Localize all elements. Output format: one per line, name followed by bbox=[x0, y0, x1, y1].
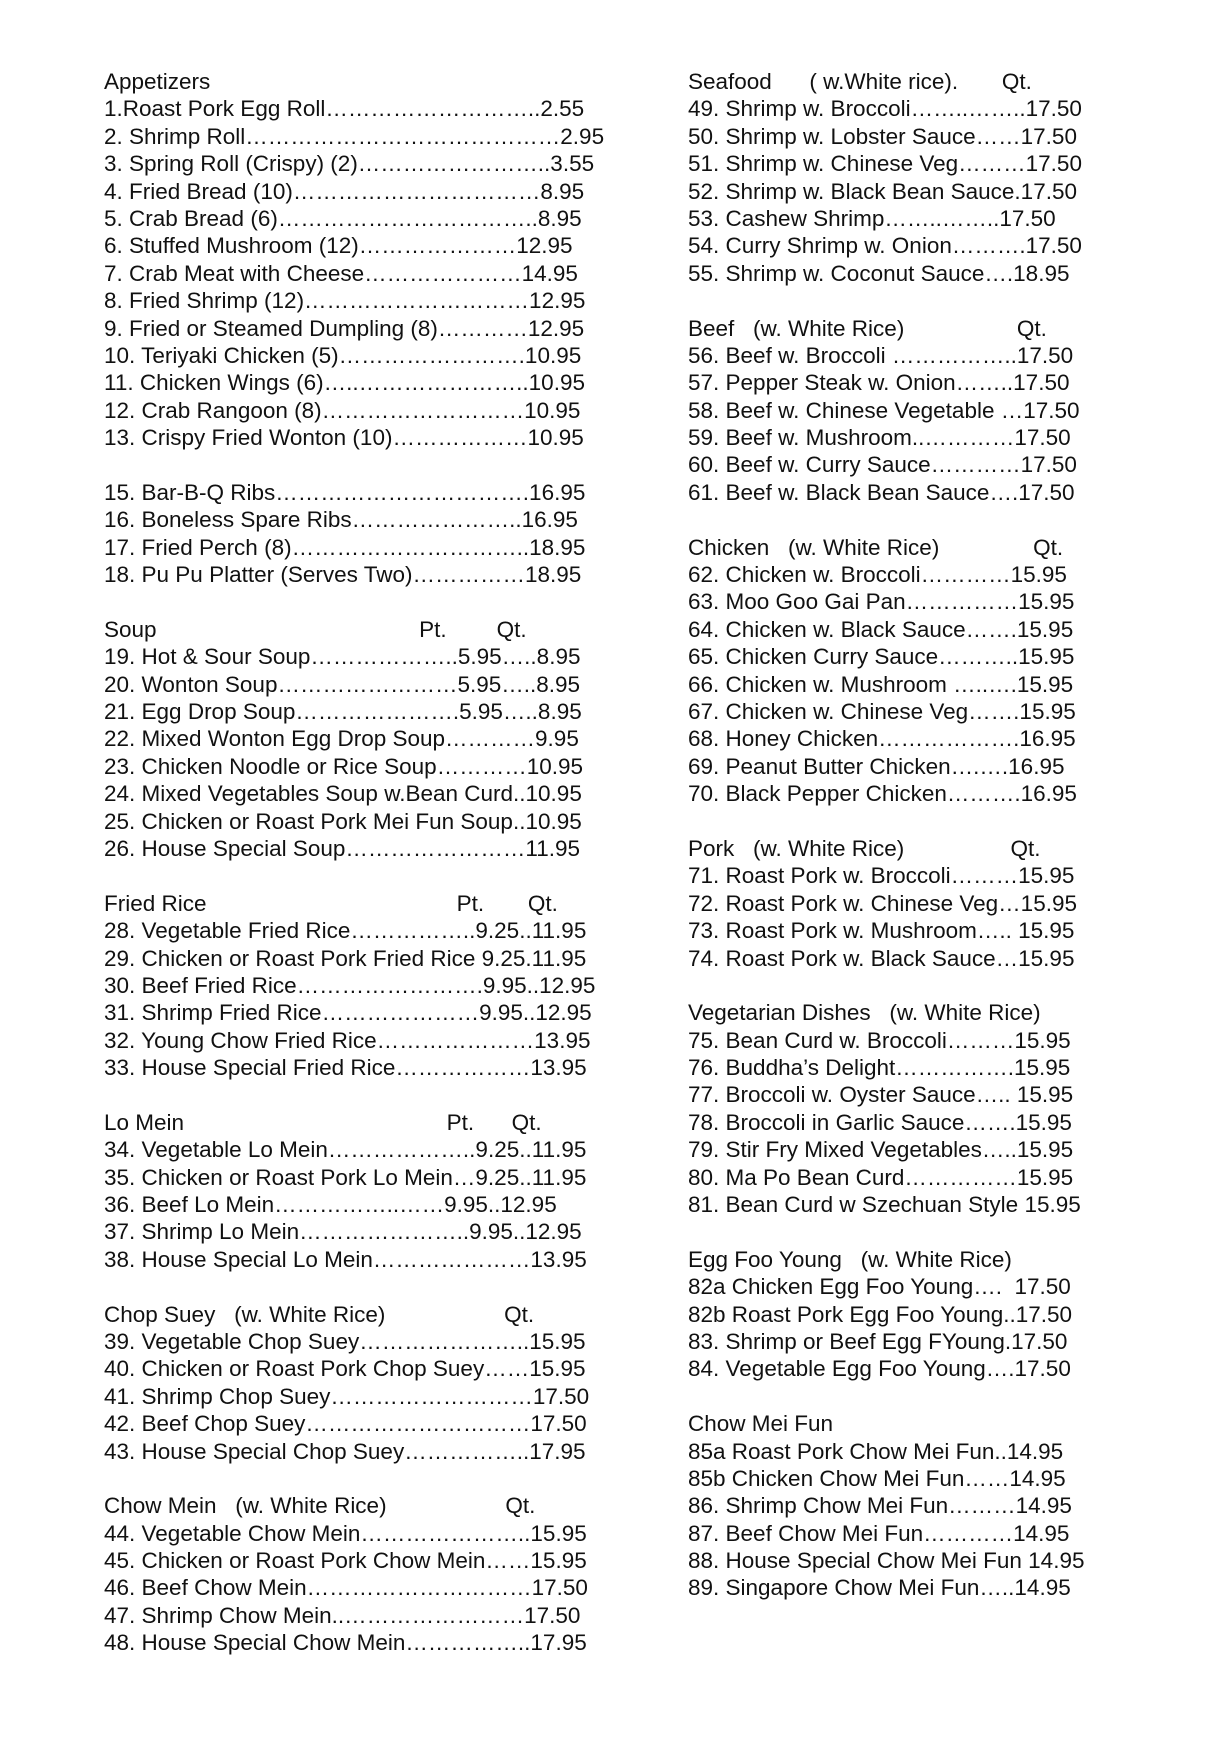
menu-item: 25. Chicken or Roast Pork Mei Fun Soup..10.95 bbox=[104, 808, 582, 834]
menu-item: 78. Broccoli in Garlic Sauce…….15.95 bbox=[688, 1109, 1072, 1135]
menu-item: 86. Shrimp Chow Mei Fun………14.95 bbox=[688, 1493, 1072, 1519]
lo-mein-header: Lo Mein Pt. Qt. bbox=[104, 1109, 542, 1135]
menu-item: 7. Crab Meat with Cheese…………………14.95 bbox=[104, 260, 578, 286]
menu-item: 54. Curry Shrimp w. Onion……….17.50 bbox=[688, 233, 1082, 259]
section-spacer bbox=[688, 1218, 1158, 1245]
section-spacer bbox=[688, 972, 1158, 999]
chicken-header: Chicken (w. White Rice) Qt. bbox=[688, 534, 1064, 560]
menu-item: 39. Vegetable Chop Suey…………………..15.95 bbox=[104, 1328, 586, 1354]
menu-item: 63. Moo Goo Gai Pan……………15.95 bbox=[688, 589, 1075, 615]
menu-item: 79. Stir Fry Mixed Vegetables…..15.95 bbox=[688, 1137, 1074, 1163]
section-spacer bbox=[104, 451, 664, 478]
seafood-header: Seafood ( w.White rice). Qt. bbox=[688, 69, 1032, 94]
menu-item: 72. Roast Pork w. Chinese Veg…15.95 bbox=[688, 890, 1077, 916]
menu-item: 23. Chicken Noodle or Rice Soup…………10.95 bbox=[104, 753, 583, 779]
menu-item: 43. House Special Chop Suey……………..17.95 bbox=[104, 1438, 586, 1464]
menu-item: 8. Fried Shrimp (12)…………………………12.95 bbox=[104, 288, 586, 314]
menu-item: 36. Beef Lo Mein……………..……9.95..12.95 bbox=[104, 1192, 557, 1218]
right-menu-column bbox=[688, 68, 1158, 1602]
menu-item: 29. Chicken or Roast Pork Fried Rice 9.25.11.95 bbox=[104, 945, 587, 971]
menu-item: 34. Vegetable Lo Mein………………..9.25..11.95 bbox=[104, 1137, 587, 1163]
menu-item: 59. Beef w. Mushroom..…………17.50 bbox=[688, 425, 1071, 451]
chow-mein-header: Chow Mein (w. White Rice) Qt. bbox=[104, 1493, 536, 1519]
menu-item: 21. Egg Drop Soup………………….5.95…..8.95 bbox=[104, 698, 582, 724]
menu-item: 53. Cashew Shrimp……..……..17.50 bbox=[688, 205, 1056, 231]
menu-item: 19. Hot & Sour Soup………………..5.95…..8.95 bbox=[104, 644, 581, 670]
section-spacer bbox=[688, 506, 1158, 533]
menu-item: 17. Fried Perch (8)…………………………..18.95 bbox=[104, 534, 586, 560]
section-spacer bbox=[688, 287, 1158, 314]
menu-item: 82a Chicken Egg Foo Young…. 17.50 bbox=[688, 1274, 1071, 1300]
menu-item: 12. Crab Rangoon (8)………………………10.95 bbox=[104, 397, 581, 423]
menu-item: 9. Fried or Steamed Dumpling (8)…………12.95 bbox=[104, 315, 585, 341]
menu-item: 70. Black Pepper Chicken……….16.95 bbox=[688, 781, 1077, 807]
menu-item: 2. Shrimp Roll……………………………………2.95 bbox=[104, 123, 605, 149]
section-spacer bbox=[104, 588, 664, 615]
menu-item: 85a Roast Pork Chow Mei Fun..14.95 bbox=[688, 1438, 1064, 1464]
menu-item: 57. Pepper Steak w. Onion……..17.50 bbox=[688, 370, 1070, 396]
menu-item: 11. Chicken Wings (6)…..…………………..10.95 bbox=[104, 370, 585, 396]
menu-item: 37. Shrimp Lo Mein…………………..9.95..12.95 bbox=[104, 1219, 582, 1245]
menu-item: 26. House Special Soup……………………11.95 bbox=[104, 835, 581, 861]
menu-item: 50. Shrimp w. Lobster Sauce……17.50 bbox=[688, 123, 1077, 149]
menu-item: 74. Roast Pork w. Black Sauce…15.95 bbox=[688, 945, 1075, 971]
menu-item: 71. Roast Pork w. Broccoli………15.95 bbox=[688, 863, 1075, 889]
menu-item: 62. Chicken w. Broccoli…………15.95 bbox=[688, 562, 1067, 588]
vegetarian-header: Vegetarian Dishes (w. White Rice) bbox=[688, 1000, 1041, 1026]
pork-header: Pork (w. White Rice) Qt. bbox=[688, 835, 1041, 861]
menu-item: 41. Shrimp Chop Suey………………………17.50 bbox=[104, 1383, 590, 1409]
menu-item: 45. Chicken or Roast Pork Chow Mein……15.95 bbox=[104, 1548, 587, 1574]
menu-item: 88. House Special Chow Mei Fun 14.95 bbox=[688, 1548, 1085, 1574]
menu-item: 32. Young Chow Fried Rice…………………13.95 bbox=[104, 1027, 591, 1053]
menu-item: 33. House Special Fried Rice………………13.95 bbox=[104, 1055, 587, 1081]
menu-item: 5. Crab Bread (6)……………………………..8.95 bbox=[104, 205, 582, 231]
menu-item: 1.Roast Pork Egg Roll………………………..2.55 bbox=[104, 96, 585, 122]
menu-item: 46. Beef Chow Mein…………………………17.50 bbox=[104, 1575, 588, 1601]
menu-item: 65. Chicken Curry Sauce………..15.95 bbox=[688, 644, 1075, 670]
menu-item: 61. Beef w. Black Bean Sauce….17.50 bbox=[688, 479, 1075, 505]
menu-item: 81. Bean Curd w Szechuan Style 15.95 bbox=[688, 1192, 1081, 1218]
section-spacer bbox=[104, 1465, 664, 1492]
menu-item: 84. Vegetable Egg Foo Young….17.50 bbox=[688, 1356, 1071, 1382]
egg-foo-young-header: Egg Foo Young (w. White Rice) bbox=[688, 1246, 1012, 1272]
section-spacer bbox=[688, 1383, 1158, 1410]
menu-item: 18. Pu Pu Platter (Serves Two)……………18.95 bbox=[104, 562, 582, 588]
menu-item: 30. Beef Fried Rice…………………….9.95..12.95 bbox=[104, 972, 596, 998]
menu-item: 52. Shrimp w. Black Bean Sauce.17.50 bbox=[688, 178, 1077, 204]
menu-item: 35. Chicken or Roast Pork Lo Mein…9.25..11.95 bbox=[104, 1164, 587, 1190]
appetizers-header: Appetizers bbox=[104, 69, 211, 94]
menu-item: 69. Peanut Butter Chicken….….16.95 bbox=[688, 753, 1065, 779]
beef-header: Beef (w. White Rice) Qt. bbox=[688, 315, 1047, 341]
menu-item: 10. Teriyaki Chicken (5)…………………….10.95 bbox=[104, 342, 582, 368]
menu-item: 60. Beef w. Curry Sauce…………17.50 bbox=[688, 452, 1077, 478]
section-spacer bbox=[104, 1273, 664, 1300]
menu-item: 55. Shrimp w. Coconut Sauce….18.95 bbox=[688, 260, 1070, 286]
menu-item: 28. Vegetable Fried Rice……………..9.25..11.95 bbox=[104, 918, 587, 944]
menu-item: 89. Singapore Chow Mei Fun…..14.95 bbox=[688, 1575, 1071, 1601]
menu-item: 22. Mixed Wonton Egg Drop Soup…………9.95 bbox=[104, 726, 579, 752]
menu-item: 58. Beef w. Chinese Vegetable …17.50 bbox=[688, 397, 1080, 423]
chow-mei-fun-header: Chow Mei Fun bbox=[688, 1411, 834, 1437]
menu-item: 15. Bar-B-Q Ribs…………………………….16.95 bbox=[104, 479, 586, 505]
menu-item: 85b Chicken Chow Mei Fun……14.95 bbox=[688, 1465, 1066, 1491]
menu-item: 75. Bean Curd w. Broccoli………15.95 bbox=[688, 1027, 1071, 1053]
menu-item: 83. Shrimp or Beef Egg FYoung.17.50 bbox=[688, 1328, 1068, 1354]
menu-item: 20. Wonton Soup……………………5.95…..8.95 bbox=[104, 671, 581, 697]
menu-item: 38. House Special Lo Mein…………………13.95 bbox=[104, 1246, 587, 1272]
menu-item: 47. Shrimp Chow Mein..……………………17.50 bbox=[104, 1602, 581, 1628]
fried-rice-header: Fried Rice Pt. Qt. bbox=[104, 890, 558, 916]
menu-item: 44. Vegetable Chow Mein…………………..15.95 bbox=[104, 1520, 587, 1546]
menu-item: 87. Beef Chow Mei Fun…………14.95 bbox=[688, 1520, 1070, 1546]
chop-suey-header: Chop Suey (w. White Rice) Qt. bbox=[104, 1301, 535, 1327]
menu-item: 64. Chicken w. Black Sauce…….15.95 bbox=[688, 616, 1074, 642]
menu-item: 56. Beef w. Broccoli ……………..17.50 bbox=[688, 342, 1074, 368]
menu-item: 31. Shrimp Fried Rice…………………9.95..12.95 bbox=[104, 1000, 592, 1026]
left-menu-column bbox=[104, 68, 664, 1657]
section-spacer bbox=[104, 1081, 664, 1108]
menu-item: 6. Stuffed Mushroom (12)…………………12.95 bbox=[104, 233, 573, 259]
section-spacer bbox=[104, 862, 664, 889]
menu-item: 24. Mixed Vegetables Soup w.Bean Curd..10.95 bbox=[104, 781, 582, 807]
menu-item: 68. Honey Chicken……………….16.95 bbox=[688, 726, 1076, 752]
menu-item: 4. Fried Bread (10)……………………………8.95 bbox=[104, 178, 585, 204]
menu-item: 51. Shrimp w. Chinese Veg………17.50 bbox=[688, 151, 1082, 177]
menu-item: 80. Ma Po Bean Curd……………15.95 bbox=[688, 1164, 1074, 1190]
menu-item: 66. Chicken w. Mushroom …..….15.95 bbox=[688, 671, 1074, 697]
menu-item: 67. Chicken w. Chinese Veg…….15.95 bbox=[688, 698, 1076, 724]
section-spacer bbox=[688, 808, 1158, 835]
menu-item: 48. House Special Chow Mein……………..17.95 bbox=[104, 1630, 587, 1656]
menu-item: 3. Spring Roll (Crispy) (2)……………………..3.55 bbox=[104, 151, 595, 177]
menu-item: 73. Roast Pork w. Mushroom….. 15.95 bbox=[688, 918, 1075, 944]
menu-item: 82b Roast Pork Egg Foo Young..17.50 bbox=[688, 1301, 1073, 1327]
menu-item: 77. Broccoli w. Oyster Sauce….. 15.95 bbox=[688, 1082, 1074, 1108]
menu-item: 13. Crispy Fried Wonton (10)………………10.95 bbox=[104, 425, 584, 451]
soup-header: Soup Pt. Qt. bbox=[104, 616, 527, 642]
menu-item: 40. Chicken or Roast Pork Chop Suey……15.95 bbox=[104, 1356, 586, 1382]
menu-item: 42. Beef Chop Suey…………………………17.50 bbox=[104, 1411, 587, 1437]
menu-item: 16. Boneless Spare Ribs…………………..16.95 bbox=[104, 507, 578, 533]
menu-item: 76. Buddha’s Delight…………….15.95 bbox=[688, 1055, 1071, 1081]
menu-item: 49. Shrimp w. Broccoli……..……..17.50 bbox=[688, 96, 1082, 122]
